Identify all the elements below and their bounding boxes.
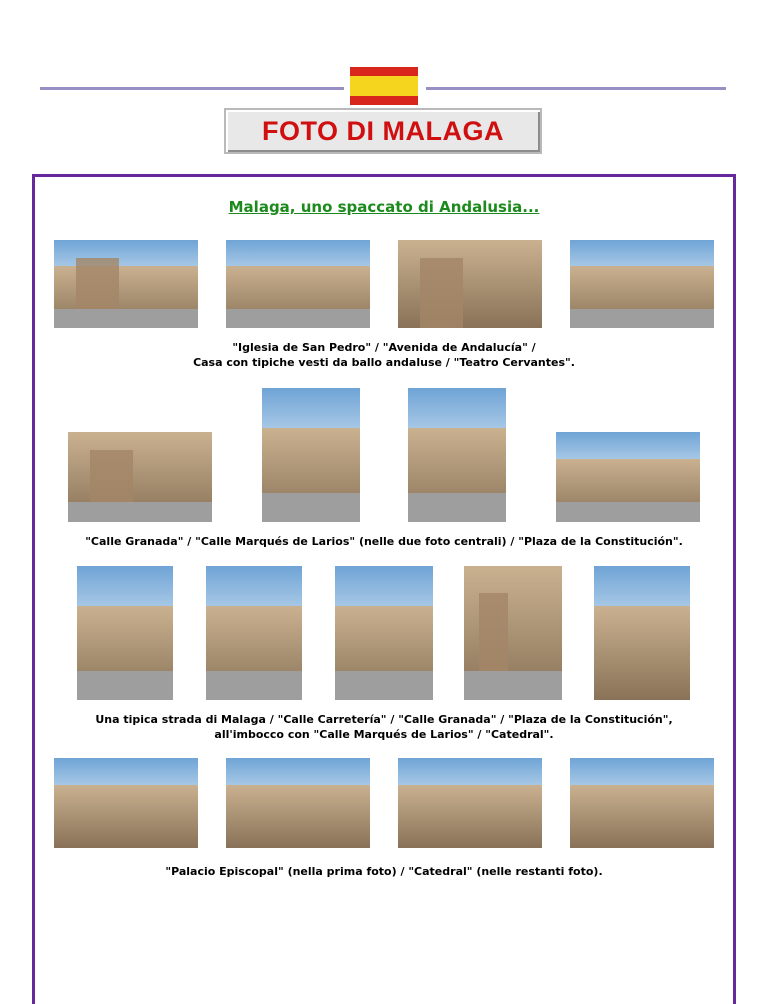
caption-row-4 [40,864,728,879]
caption-row-3 [40,712,728,742]
photo-catedral[interactable] [594,566,690,700]
caption-row-2 [40,534,728,549]
caption-row-1-line-2: Casa con tipiche vesti da ballo andaluse / "Teatro Cervantes". [193,356,575,369]
caption-row-1 [40,340,728,370]
photo-plaza-constitucion[interactable] [556,432,700,522]
header-divider-right [426,87,726,90]
section-subtitle: Malaga, uno spaccato di Andalusia... [228,198,540,216]
photo-calle-granada-2[interactable] [335,566,433,700]
photo-calle-carreteria[interactable] [206,566,302,700]
photo-avenida-andalucia[interactable] [226,240,370,328]
photo-iglesia-san-pedro[interactable] [54,240,198,328]
photo-catedral-3[interactable] [398,758,542,848]
photo-catedral-2[interactable] [226,758,370,848]
photo-casa-vesti-ballo[interactable] [398,240,542,328]
photo-teatro-cervantes[interactable] [570,240,714,328]
photo-catedral-4[interactable] [570,758,714,848]
photo-palacio-episcopal[interactable] [54,758,198,848]
caption-row-4-line-1: "Palacio Episcopal" (nella prima foto) / "Catedral" (nelle restanti foto). [165,865,603,878]
photo-calle-granada[interactable] [68,432,212,522]
photo-plaza-constitucion-2[interactable] [464,566,562,700]
caption-row-1-line-1: "Iglesia de San Pedro" / "Avenida de Andalucía" / [232,341,536,354]
caption-row-2-line-1: "Calle Granada" / "Calle Marqués de Larios" (nelle due foto centrali) / "Plaza de la Constitución". [85,535,683,548]
caption-row-3-line-1: Una tipica strada di Malaga / "Calle Carretería" / "Calle Granada" / "Plaza de la Constitución", [95,713,673,726]
page-title-box [224,108,542,154]
header-divider-left [40,87,344,90]
photo-tipica-strada[interactable] [77,566,173,700]
spain-flag-icon [350,67,418,105]
photo-calle-marques-larios-1[interactable] [262,388,360,522]
photo-calle-marques-larios-2[interactable] [408,388,506,522]
caption-row-3-line-2: all'imbocco con "Calle Marqués de Larios" / "Catedral". [214,728,554,741]
page-title: FOTO DI MALAGA [262,116,504,146]
